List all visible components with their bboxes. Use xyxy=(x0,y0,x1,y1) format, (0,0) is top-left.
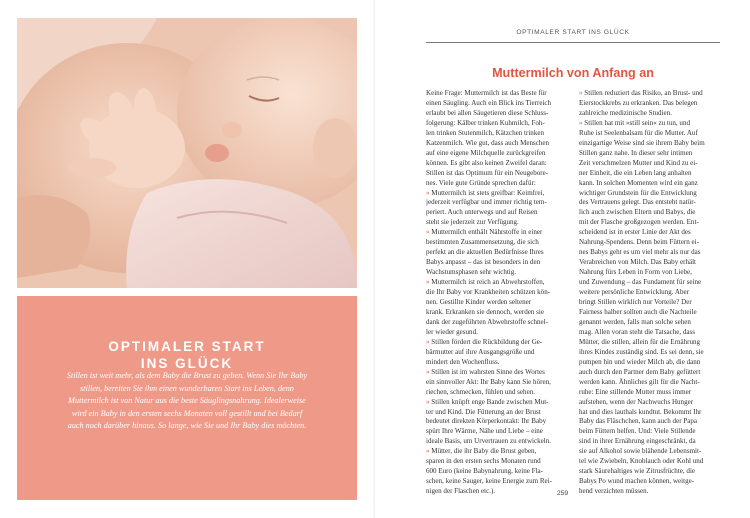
text-line xyxy=(579,248,720,258)
line-text: mag. Allen voran steht die Tatsache, dass xyxy=(579,327,696,336)
bullet-glyph: » xyxy=(426,447,430,456)
line-text: krank. Erkranken sie dennoch, werden sie xyxy=(426,307,544,316)
line-text: Fairness halber sollten auch die Nachteile xyxy=(579,307,697,316)
line-text: tel wie Zwiebeln, Knoblauch oder Kohl und xyxy=(579,457,704,466)
line-text: perfekt an die aktuellen Bedürfnisse Ihres xyxy=(426,248,544,257)
bullet-glyph: » xyxy=(426,367,430,376)
bullet-glyph: » xyxy=(426,397,430,406)
text-line xyxy=(579,169,720,179)
text-line xyxy=(426,119,567,129)
running-head: OPTIMALER START INS GLÜCK xyxy=(516,29,630,36)
text-line xyxy=(426,149,567,159)
info-box-text-line: stillen, bereiten Sie ihm einen wunderbaren Start ins Leben, denn xyxy=(80,383,294,393)
line-text: folgerung: Kälber trinken Kuhmilch, Foh- xyxy=(426,118,545,127)
text-line xyxy=(426,109,567,119)
text-line xyxy=(579,228,720,238)
line-text: jederzeit verfügbar und immer richtig tem- xyxy=(426,198,547,207)
line-text: Babys Po wund machen können, weitge- xyxy=(579,477,695,486)
text-line xyxy=(426,258,567,268)
bullet-line xyxy=(426,228,567,238)
text-line xyxy=(579,437,720,447)
line-text: Mütter, die stillen, allein für die Ernährung xyxy=(579,337,701,346)
text-line xyxy=(579,278,720,288)
line-text: wichtiger Grundstein für die Entwicklung xyxy=(579,188,697,197)
info-box-text xyxy=(47,370,327,433)
text-line xyxy=(426,169,567,179)
line-text: nes. Viele gute Gründe sprechen dafür: xyxy=(426,178,536,187)
text-line xyxy=(426,328,567,338)
text-line xyxy=(579,328,720,338)
line-text: ner Einheit, die ein Leben lang anhalten xyxy=(579,168,692,177)
line-text: ter und Kind. Die Fütterung an der Brust xyxy=(426,407,541,416)
line-text: erlaubt bei allen Säugetieren diese Schluss- xyxy=(426,108,549,117)
info-box-text-line: wird ein Baby in den ersten sechs Monaten voll gestillt und bei Bedarf xyxy=(71,408,303,418)
line-text: die Ihr Baby vor Krankheiten schützen kön- xyxy=(426,288,551,297)
line-text: bedeutet direkten Körperkontakt: Ihr Baby xyxy=(426,417,547,426)
line-text: bärmutter auf ihre Ausgangsgröße und xyxy=(426,347,535,356)
text-line xyxy=(579,318,720,328)
text-line xyxy=(579,149,720,159)
line-text: Babys anpasst – das ist besonders in den xyxy=(426,258,541,267)
text-line xyxy=(579,268,720,278)
line-text: 600 Euro (keine Babynahrung, keine Fla- xyxy=(426,467,544,476)
text-line xyxy=(579,139,720,149)
line-text: Stillen knüpft enge Bande zwischen Mut- xyxy=(431,397,549,406)
text-line xyxy=(426,179,567,189)
line-text: und Zuwendung – das Fundament für seine xyxy=(579,278,702,287)
text-line xyxy=(579,398,720,408)
line-text: ein sinnvoller Akt: Ihr Baby kann Sie hören, xyxy=(426,377,551,386)
line-text: Nahrung fürs Leben in Form von Liebe, xyxy=(579,268,692,277)
line-text: sparen in den ersten sechs Monaten rund xyxy=(426,457,541,466)
line-text: aufstehen, wenn der Nachwuchs Hunger xyxy=(579,397,694,406)
text-line xyxy=(426,308,567,318)
line-text: Stillen reduziert das Risiko, an Brust- und xyxy=(584,89,703,97)
line-text: Muttermilch ist stets greifbar: Keimfrei, xyxy=(431,188,545,197)
text-line xyxy=(579,408,720,418)
line-text: Stillen ist das Optimum für ein Neugebore- xyxy=(426,168,549,177)
line-text: ler wieder gesund. xyxy=(426,327,478,336)
text-line xyxy=(426,159,567,169)
mother-breastfeeding-photo xyxy=(17,18,357,288)
text-line xyxy=(426,408,567,418)
info-box-heading-line2: INS GLÜCK xyxy=(140,356,234,371)
line-text: ihres Kindes zuständig sind. Es sei denn, sie xyxy=(579,347,704,356)
info-box-text-line: Stillen ist weit mehr, als dem Baby die Brust zu geben. Wenn Sie Ihr Baby xyxy=(66,371,308,380)
text-line xyxy=(426,248,567,258)
line-text: kann. In solchen Momenten wird ein ganz xyxy=(579,178,698,187)
bullet-glyph: » xyxy=(426,337,430,346)
line-text: einen Säugling. Auch ein Blick ins Tierreich xyxy=(426,98,552,107)
line-text: Keine Frage: Muttermilch ist das Beste für xyxy=(426,89,547,97)
info-box xyxy=(17,296,357,500)
line-text: Ruhe ist Seelenbalsam für die Mutter. Auf xyxy=(579,128,698,137)
line-text: Stillen ist im wahrsten Sinne des Wortes xyxy=(431,367,545,376)
line-text: Zeit verschmelzen Mutter und Kind zu ei- xyxy=(579,158,698,167)
text-line xyxy=(426,218,567,228)
line-text: sie auf Alkohol sowie blähende Lebensmit- xyxy=(579,447,702,456)
line-text: Muttermilch ist reich an Abwehrstoffen, xyxy=(431,278,545,287)
text-line xyxy=(579,417,720,427)
line-text: auf eine eigene Milchquelle zurückgreifen xyxy=(426,148,546,157)
line-text: Nahrung-Spendens. Denn beim Füttern ei- xyxy=(579,238,699,247)
text-line xyxy=(579,477,720,487)
text-line xyxy=(426,457,567,467)
text-line xyxy=(426,208,567,218)
text-line xyxy=(426,467,567,477)
text-line xyxy=(579,457,720,467)
bullet-glyph: » xyxy=(426,228,430,237)
line-text: auch durch den Partner dem Baby gefüttert xyxy=(579,367,701,376)
header-rule xyxy=(426,42,720,43)
text-line xyxy=(426,99,567,109)
line-text: werden kann. Ähnliches gilt für die Nacht- xyxy=(579,377,700,386)
line-text: Muttermilch enthält Nährstoffe in einer xyxy=(431,228,543,237)
text-line xyxy=(579,308,720,318)
text-line xyxy=(426,358,567,368)
line-text: lich auch zwischen Eltern und Babys, die xyxy=(579,208,696,217)
line-text: Katzenmilch. Wie gut, dass auch Menschen xyxy=(426,138,550,147)
line-text: hat und dies lauthals kundtut. Bekommt Ihr xyxy=(579,407,702,416)
line-text: des Vertrauens gelegt. Das entsteht natür- xyxy=(579,198,696,207)
right-page xyxy=(375,0,750,518)
text-line xyxy=(426,298,567,308)
text-line xyxy=(579,427,720,437)
bullet-line xyxy=(579,119,720,129)
line-text: mit der Flasche großgezogen werden. Ent- xyxy=(579,218,699,227)
text-column-right xyxy=(579,89,720,497)
text-line xyxy=(426,318,567,328)
bullet-line xyxy=(426,189,567,199)
line-text: Stillen hat mit »still sein« zu tun, und xyxy=(584,118,690,127)
text-line xyxy=(426,417,567,427)
info-box-text-line: Muttermilch ist von Natur aus die beste Säuglingsnahrung. Idealerweise xyxy=(68,396,306,406)
line-text: bringt Stillen wirklich nur Vorteile? Der xyxy=(579,298,692,307)
text-line xyxy=(426,437,567,447)
line-text: Baby das Fläschchen, kann auch der Papa xyxy=(579,417,697,426)
text-line xyxy=(426,288,567,298)
text-line xyxy=(579,198,720,208)
line-text: Wachstumsphasen sehr wichtig. xyxy=(426,268,517,277)
text-line xyxy=(426,129,567,139)
bullet-glyph: » xyxy=(426,278,430,287)
text-line xyxy=(579,258,720,268)
info-box-heading-line1: OPTIMALER START xyxy=(108,339,266,354)
line-text: Mütter, die ihr Baby die Brust geben, xyxy=(431,447,537,456)
line-text: scheidend ist in erster Linie der Akt des xyxy=(579,228,691,237)
line-text: nigen der Flaschen etc.). xyxy=(426,487,496,496)
text-line xyxy=(579,378,720,388)
info-box-heading xyxy=(17,338,357,372)
text-line xyxy=(579,338,720,348)
line-text: riechen, schmecken, fühlen und sehen. xyxy=(426,387,535,396)
bullet-line xyxy=(426,278,567,288)
photo-illustration xyxy=(17,18,357,288)
line-text: Stillen ganz nahe. In dieser sehr intimen xyxy=(579,148,693,157)
line-text: Verabreichen von Milch. Das Baby erhält xyxy=(579,258,697,267)
text-line xyxy=(579,189,720,199)
text-line xyxy=(426,378,567,388)
text-line xyxy=(426,268,567,278)
text-line xyxy=(579,298,720,308)
line-text: Stillen fördert die Rückbildung der Ge- xyxy=(431,337,543,346)
text-line xyxy=(426,89,567,99)
line-text: ruhe: Eine stillende Mutter muss immer xyxy=(579,387,692,396)
text-line xyxy=(426,348,567,358)
line-text: dank der zugeführten Abwehrstoffe schnel- xyxy=(426,317,548,326)
bullet-line xyxy=(426,447,567,457)
text-line xyxy=(579,388,720,398)
line-text: nen. Gestillte Kinder werden seltener xyxy=(426,298,532,307)
text-line xyxy=(579,129,720,139)
text-line xyxy=(426,477,567,487)
bullet-glyph: » xyxy=(426,188,430,197)
line-text: zahlreiche medizinische Studien. xyxy=(579,108,672,117)
bullet-line xyxy=(426,338,567,348)
text-line xyxy=(426,388,567,398)
text-line xyxy=(426,238,567,248)
text-line xyxy=(579,447,720,457)
info-box-text-line: auch noch darüber hinaus. So lange, wie Sie und Ihr Baby dies möchten. xyxy=(67,421,307,431)
text-line xyxy=(579,348,720,358)
line-text: können. Es gibt also keinen Zweifel daran: xyxy=(426,158,547,167)
line-text: nes Babys geht es um viel mehr als nur das xyxy=(579,248,701,257)
line-text: mindert den Wochenfluss. xyxy=(426,357,500,366)
line-text: periert. Auch unterwegs und auf Reisen xyxy=(426,208,538,217)
line-text: ideale Basis, um Urvertrauen zu entwickeln. xyxy=(426,437,552,446)
line-text: stark Säurehaltiges wie Zitrusfrüchte, die xyxy=(579,467,696,476)
text-line xyxy=(579,218,720,228)
line-text: len trinken Stutenmilch, Kätzchen trinken xyxy=(426,128,545,137)
text-line xyxy=(426,198,567,208)
text-line xyxy=(426,427,567,437)
line-text: sind in ihrer Ernährung eingeschränkt, da xyxy=(579,437,696,446)
bullet-line xyxy=(426,368,567,378)
text-line xyxy=(579,208,720,218)
line-text: beim Füttern helfen. Und: Viele Stillende xyxy=(579,427,696,436)
page-number: 259 xyxy=(556,490,569,497)
line-text: einzigartige Weise sind sie ihrem Baby beim xyxy=(579,138,705,147)
text-line xyxy=(579,99,720,109)
text-column-left xyxy=(426,89,567,497)
line-text: Eierstockkrebs zu erkranken. Das belegen xyxy=(579,98,698,107)
bullet-glyph: » xyxy=(579,89,583,97)
text-line xyxy=(579,179,720,189)
text-line xyxy=(426,139,567,149)
line-text: steht sie jederzeit zur Verfügung. xyxy=(426,218,519,227)
text-line xyxy=(579,368,720,378)
text-line xyxy=(579,288,720,298)
text-line xyxy=(579,467,720,477)
bullet-line xyxy=(426,398,567,408)
section-title: Muttermilch von Anfang an xyxy=(492,66,654,80)
line-text: schen, keine Sauger, keine Energie zum Rei- xyxy=(426,477,552,486)
text-line xyxy=(579,159,720,169)
line-text: pumpen hin und wieder Milch ab, die dann xyxy=(579,357,701,366)
line-text: hend verzichten müssen. xyxy=(579,487,649,496)
line-text: bestimmten Zusammensetzung, die sich xyxy=(426,238,539,247)
text-line xyxy=(579,358,720,368)
line-text: weitere persönliche Entwicklung. Aber xyxy=(579,288,689,297)
line-text: spürt Ihre Wärme, Nähe und Liebe – eine xyxy=(426,427,543,436)
line-text: genannt werden, falls man solche sehen xyxy=(579,317,691,326)
bullet-line xyxy=(579,89,720,99)
text-line xyxy=(579,238,720,248)
text-line xyxy=(579,109,720,119)
bullet-glyph: » xyxy=(579,118,583,127)
